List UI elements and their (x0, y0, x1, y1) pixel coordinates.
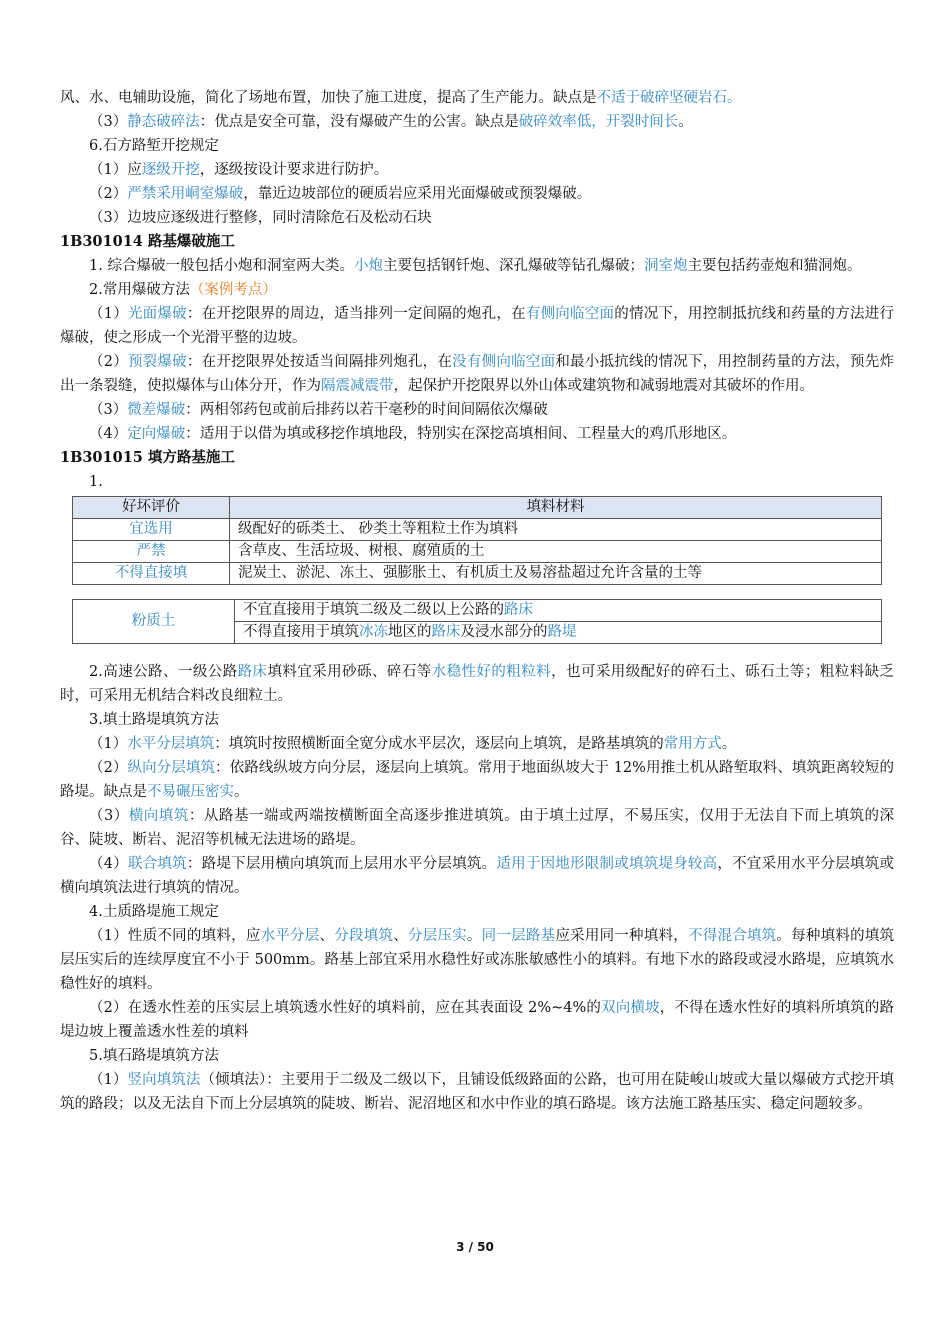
highlight: 预裂爆破 (127, 354, 187, 370)
table-cell-material: 含草皮、生活垃圾、树根、腐殖质的土 (230, 541, 882, 563)
list-number: 1. (89, 474, 103, 490)
paragraph: （2）严禁采用峒室爆破，靠近边坡部位的硬质岩应采用光面爆破或预裂爆破。 (89, 186, 592, 202)
table-cell-rating: 严禁 (73, 541, 230, 563)
highlight: 不易碾压密实 (147, 784, 234, 800)
highlight: 隔震减震带 (321, 378, 394, 394)
paragraph: （1）光面爆破：在开挖限界的周边，适当排列一定间隔的炮孔，在有侧向临空面的情况下，用控制抵抗线和药量的方法进行爆破，使之形成一个光滑平整的边坡。 (60, 306, 895, 346)
highlight: 常用方式 (663, 736, 722, 752)
highlight: 破碎效率低，开裂时间长 (518, 114, 679, 130)
table-cell-rating: 宜选用 (73, 519, 230, 541)
highlight: 静态破碎法 (127, 114, 200, 130)
paragraph: （3）边坡应逐级进行整修，同时清除危石及松动石块 (89, 210, 432, 226)
table-header-row (73, 497, 882, 519)
page-number: 3 / 50 (456, 1240, 494, 1254)
table-cell-rating: 不得直接填 (73, 563, 230, 585)
paragraph: 风、水、电辅助设施，简化了场地布置，加快了施工进度，提高了生产能力。缺点是不适于破碎坚硬岩石。 (60, 90, 742, 106)
table-cell-rule: 不得直接用于填筑冰冻地区的路床及浸水部分的路堤 (235, 622, 882, 644)
paragraph: （1）竖向填筑法（倾填法）：主要用于二级及二级以下，且铺设低级路面的公路，也可用在陡峻山坡或大量以爆破方式挖开填筑的路段；以及无法自下而上分层填筑的陡坡、断岩、泥沼地区和水中作业的填石路堤。该方法施工路基压实、稳定问题较多。 (60, 1072, 895, 1112)
highlight: 纵向分层填筑 (127, 760, 216, 776)
highlight: 水稳性好的粗粒料 (431, 664, 552, 680)
table-row (73, 541, 882, 563)
paragraph: （3）横向填筑：从路基一端或两端按横断面全高逐步推进填筑。由于填土过厚，不易压实，仅用于无法自下而上填筑的深谷、陡坡、断岩、泥沼等机械无法进场的路堤。 (60, 808, 895, 848)
paragraph: （2）纵向分层填筑：依路线纵坡方向分层，逐层向上填筑。常用于地面纵坡大于 12%用推土机从路堑取料、填筑距离较短的路堤。缺点是不易碾压密实。 (60, 760, 894, 800)
highlight: 分段填筑 (334, 928, 394, 944)
paragraph: （1）性质不同的填料，应水平分层、分段填筑、分层压实。同一层路基应采用同一种填料，不得混合填筑。每种填料的填筑层压实后的连续厚度宜不小于 500mm。路基上部宜采用水稳性好或冻胀敏感性小的填料。有地下水的路段或浸水路堤，应填筑水稳性好的填料。 (60, 928, 895, 992)
highlight: 逐级开挖 (141, 162, 200, 178)
table-cell-rule: 不宜直接用于填筑二级及二级以上公路的路床 (235, 600, 882, 622)
highlight: 小炮 (353, 258, 383, 274)
subheading: 5.填石路堤填筑方法 (89, 1048, 219, 1064)
section-heading: 1B301015 填方路基施工 (60, 449, 235, 466)
highlight: 微差爆破 (127, 402, 186, 418)
subheading: 6.石方路堑开挖规定 (89, 138, 219, 154)
highlight: 竖向填筑法 (127, 1072, 201, 1088)
paragraph: （4）联合填筑：路堤下层用横向填筑而上层用水平分层填筑。适用于因地形限制或填筑堤身较高，不宜采用水平分层填筑或横向填筑法进行填筑的情况。 (60, 856, 895, 896)
paragraph: （3）微差爆破：两相邻药包或前后排药以若干毫秒的时间间隔依次爆破 (89, 402, 548, 418)
paragraph: （2）预裂爆破：在开挖限界处按适当间隔排列炮孔，在没有侧向临空面和最小抵抗线的情况下，用控制药量的方法，预先炸出一条裂缝，使拟爆体与山体分开，作为隔震减震带，起保护开挖限界以外山体或建筑物和减弱地震对其破坏的作用。 (60, 354, 895, 394)
highlight: 光面爆破 (127, 306, 187, 322)
highlight: 不得混合填筑 (688, 928, 777, 944)
paragraph: 2.高速公路、一级公路路床填料宜采用砂砾、碎石等水稳性好的粗粒料，也可采用级配好的碎石土、砾石土等；粗粒料缺乏时，可采用无机结合料改良细粒土。 (60, 664, 894, 704)
subheading: 4.土质路堤施工规定 (89, 904, 219, 920)
table-header: 好坏评价 (73, 497, 230, 519)
highlight: 路床 (504, 602, 533, 618)
subheading: 2.常用爆破方法（案例考点） (89, 282, 277, 298)
paragraph: （2）在透水性差的压实层上填筑透水性好的填料前，应在其表面设 2%~4%的双向横坡，不得在透水性好的填料所填筑的路堤边坡上覆盖透水性差的填料 (60, 1000, 895, 1040)
table-row (73, 563, 882, 585)
highlight: 分层压实 (407, 928, 467, 944)
highlight: 路床 (431, 624, 461, 640)
highlight: 严禁采用峒室爆破 (127, 186, 244, 202)
highlight: 同一层路基 (481, 928, 556, 944)
highlight: 水平分层填筑 (127, 736, 215, 752)
table-row (73, 519, 882, 541)
highlight: 洞室炮 (643, 258, 688, 274)
table-cell-material: 泥炭土、淤泥、冻土、强膨胀土、有机质土及易溶盐超过允许含量的土等 (230, 563, 882, 585)
highlight: 路床 (237, 664, 268, 680)
highlight: 冰冻 (359, 624, 388, 640)
highlight: 水平分层 (260, 928, 320, 944)
highlight: 适用于因地形限制或填筑堤身较高 (496, 856, 718, 872)
highlight: 双向横坡 (601, 1000, 660, 1016)
highlight: 横向填筑 (128, 808, 189, 824)
paragraph: （4）定向爆破：适用于以借为填或移挖作填地段，特别实在深挖高填相间、工程量大的鸡爪形地区。 (89, 426, 737, 442)
document-page (60, 86, 894, 1116)
silty-soil-table (72, 599, 882, 644)
highlight: 定向爆破 (127, 426, 186, 442)
case-point-tag: （案例考点） (189, 282, 277, 298)
table-header: 填料材料 (230, 497, 882, 519)
highlight: 没有侧向临空面 (452, 354, 556, 370)
highlight: 有侧向临空面 (525, 306, 615, 322)
table-row (73, 600, 882, 622)
highlight: 联合填筑 (127, 856, 187, 872)
section-heading: 1B301014 路基爆破施工 (60, 233, 235, 250)
paragraph: （1）应逐级开挖，逐级按设计要求进行防护。 (89, 162, 389, 178)
table-cell-soil-type: 粉质土 (73, 600, 235, 644)
paragraph: （3）静态破碎法：优点是安全可靠，没有爆破产生的公害。缺点是破碎效率低，开裂时间长。 (89, 114, 693, 130)
paragraph: 1. 综合爆破一般包括小炮和洞室两大类。小炮主要包括钢钎炮、深孔爆破等钻孔爆破；洞室炮主要包括药壶炮和猫洞炮。 (89, 258, 862, 274)
highlight: 不适于破碎坚硬岩石。 (596, 90, 742, 106)
highlight: 路堤 (547, 624, 577, 640)
subheading: 3.填土路堤填筑方法 (89, 712, 219, 728)
paragraph: （1）水平分层填筑：填筑时按照横断面全宽分成水平层次，逐层向上填筑，是路基填筑的常用方式。 (89, 736, 737, 752)
fill-material-table (72, 496, 882, 585)
table-cell-material: 级配好的砾类土、 砂类土等粗粒土作为填料 (230, 519, 882, 541)
